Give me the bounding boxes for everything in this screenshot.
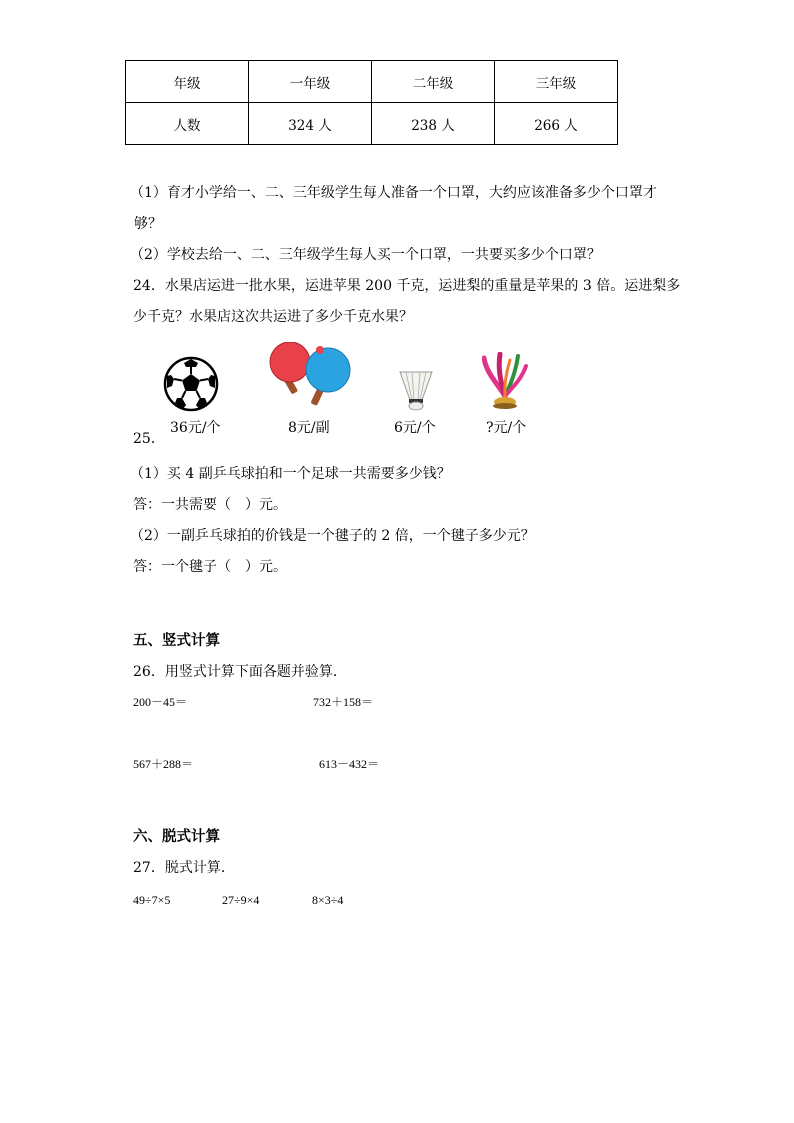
calc-expression: 732＋158＝	[313, 695, 374, 709]
q23-sub1-line2: 够？	[134, 216, 162, 232]
soccer-ball-price: 36元/个	[170, 420, 221, 436]
q23-sub2: （2）学校去给一、二、三年级学生每人买一个口罩，一共要买多少个口罩？	[130, 247, 601, 263]
q25-number: 25．	[133, 431, 165, 447]
section5-title: 五、竖式计算	[133, 633, 220, 649]
calc-expression: 8×3÷4	[312, 893, 344, 907]
section6-title: 六、脱式计算	[133, 829, 220, 845]
soccer-ball-icon	[163, 356, 219, 412]
table-cell: 324 人	[249, 103, 372, 145]
q24-line1: 24．水果店运进一批水果，运进苹果 200 千克，运进梨的重量是苹果的 3 倍。运进梨多	[133, 278, 681, 294]
shuttlecock-icon	[398, 368, 434, 412]
ping-pong-paddle-price: 8元/副	[288, 420, 330, 436]
calc-expression: 49÷7×5	[133, 893, 171, 907]
q26-prompt: 26．用竖式计算下面各题并验算．	[133, 664, 347, 680]
table-row	[126, 61, 618, 103]
table-cell: 三年级	[495, 61, 618, 103]
jianzi-price: ?元/个	[486, 420, 527, 436]
q25-answer2: 答：一个毽子（ ）元。	[133, 559, 287, 575]
q27-prompt: 27．脱式计算．	[133, 860, 235, 876]
q25-sub1: （1）买 4 副乒乓球拍和一个足球一共需要多少钱？	[130, 466, 451, 482]
table-cell: 人数	[126, 103, 249, 145]
table-cell: 年级	[126, 61, 249, 103]
grade-student-table	[125, 60, 618, 145]
table-cell: 一年级	[249, 61, 372, 103]
table-cell: 二年级	[372, 61, 495, 103]
ping-pong-paddles-icon	[268, 342, 354, 412]
q25-answer1: 答：一共需要（ ）元。	[133, 497, 287, 513]
table-cell: 238 人	[372, 103, 495, 145]
calc-expression: 613－432＝	[319, 757, 380, 771]
q23-sub1-line1: （1）育才小学给一、二、三年级学生每人准备一个口罩，大约应该准备多少个口罩才	[130, 185, 657, 201]
calc-expression: 567＋288＝	[133, 757, 194, 771]
calc-expression: 27÷9×4	[222, 893, 260, 907]
jianzi-icon	[482, 352, 528, 412]
shuttlecock-price: 6元/个	[394, 420, 436, 436]
q24-line2: 少千克？水果店这次共运进了多少千克水果？	[133, 309, 413, 325]
q25-sub2: （2）一副乒乓球拍的价钱是一个毽子的 2 倍，一个毽子多少元？	[130, 528, 535, 544]
table-cell: 266 人	[495, 103, 618, 145]
table-row	[126, 103, 618, 145]
calc-expression: 200－45＝	[133, 695, 188, 709]
